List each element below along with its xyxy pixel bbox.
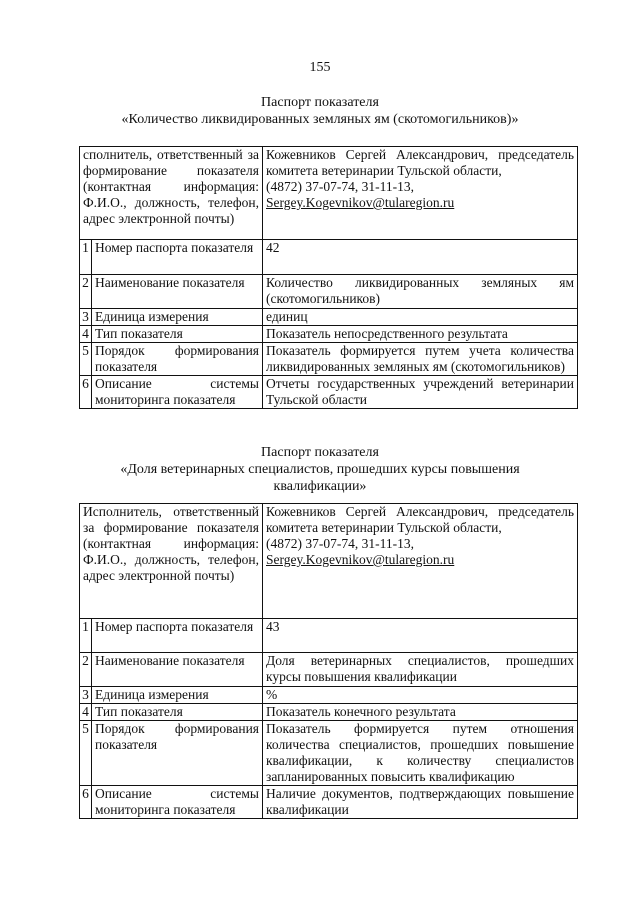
executor-value xyxy=(263,147,578,240)
row-value: единиц xyxy=(263,309,578,326)
passport-2-table xyxy=(79,503,578,819)
table-row xyxy=(80,687,578,704)
table-row xyxy=(80,343,578,376)
passport-1-heading: Паспорт показателя xyxy=(261,95,379,110)
row-label: Порядок формирования показателя xyxy=(92,343,263,376)
row-label: Единица измерения xyxy=(92,309,263,326)
executor-name: Кожевников Сергей Александрович, председатель комитета ветеринарии Тульской области, xyxy=(266,504,574,535)
table-row xyxy=(80,704,578,721)
row-value: Показатель непосредственного результата xyxy=(263,326,578,343)
row-label: Описание системы мониторинга показателя xyxy=(92,786,263,819)
row-value: 42 xyxy=(263,240,578,275)
passport-1-heading-block xyxy=(90,94,550,128)
table-row xyxy=(80,619,578,653)
row-label: Наименование показателя xyxy=(92,275,263,309)
executor-label: Исполнитель, ответственный за формирование показателя (контактная информация: Ф.И.О., должность, телефон, адрес электронной почты) xyxy=(80,504,263,619)
row-value: Доля ветеринарных специалистов, прошедших курсы повышения квалификации xyxy=(263,653,578,687)
table-row xyxy=(80,786,578,819)
executor-row xyxy=(80,504,578,619)
table-row xyxy=(80,721,578,786)
table-row xyxy=(80,653,578,687)
row-number: 3 xyxy=(80,309,92,326)
executor-phone: (4872) 37-07-74, 31-11-13, xyxy=(266,536,414,551)
executor-email-link[interactable]: Sergey.Kogevnikov@tularegion.ru xyxy=(266,195,455,210)
table-row xyxy=(80,376,578,409)
row-number: 4 xyxy=(80,704,92,721)
passport-2-subtitle: «Доля ветеринарных специалистов, прошедших курсы повышения квалификации» xyxy=(120,462,520,494)
row-label: Наименование показателя xyxy=(92,653,263,687)
row-value: 43 xyxy=(263,619,578,653)
passport-1-subtitle: «Количество ликвидированных земляных ям (скотомогильников)» xyxy=(121,112,519,127)
executor-label: сполнитель, ответственный за формирование показателя (контактная информация: Ф.И.О., должность, телефон, адрес электронной почты) xyxy=(80,147,263,240)
executor-value xyxy=(263,504,578,619)
table-row xyxy=(80,326,578,343)
row-number: 4 xyxy=(80,326,92,343)
row-number: 1 xyxy=(80,619,92,653)
passport-2-heading: Паспорт показателя xyxy=(261,445,379,460)
row-label: Единица измерения xyxy=(92,687,263,704)
passport-1-table xyxy=(79,146,578,409)
row-number: 6 xyxy=(80,786,92,819)
table-row xyxy=(80,275,578,309)
row-number: 5 xyxy=(80,721,92,786)
row-number: 2 xyxy=(80,653,92,687)
row-number: 1 xyxy=(80,240,92,275)
row-value: Количество ликвидированных земляных ям (скотомогильников) xyxy=(263,275,578,309)
row-label: Тип показателя xyxy=(92,326,263,343)
row-label: Номер паспорта показателя xyxy=(92,240,263,275)
row-number: 2 xyxy=(80,275,92,309)
row-label: Описание системы мониторинга показателя xyxy=(92,376,263,409)
row-value: Отчеты государственных учреждений ветеринарии Тульской области xyxy=(263,376,578,409)
executor-email-link[interactable]: Sergey.Kogevnikov@tularegion.ru xyxy=(266,552,455,567)
row-label: Тип показателя xyxy=(92,704,263,721)
row-value: Показатель конечного результата xyxy=(263,704,578,721)
row-number: 3 xyxy=(80,687,92,704)
row-value: Показатель формируется путем отношения количества специалистов, прошедших повышение квалификации, к количеству специалистов запланированных повысить квалификацию xyxy=(263,721,578,786)
row-value: % xyxy=(263,687,578,704)
passport-2-heading-block xyxy=(90,444,550,495)
row-value: Показатель формируется путем учета количества ликвидированных земляных ям (скотомогильников) xyxy=(263,343,578,376)
executor-name: Кожевников Сергей Александрович, председатель комитета ветеринарии Тульской области, xyxy=(266,147,574,178)
page-number: 155 xyxy=(309,60,331,75)
executor-phone: (4872) 37-07-74, 31-11-13, xyxy=(266,179,414,194)
row-value: Наличие документов, подтверждающих повышение квалификации xyxy=(263,786,578,819)
row-label: Порядок формирования показателя xyxy=(92,721,263,786)
row-number: 6 xyxy=(80,376,92,409)
executor-row xyxy=(80,147,578,240)
table-row xyxy=(80,240,578,275)
row-number: 5 xyxy=(80,343,92,376)
row-label: Номер паспорта показателя xyxy=(92,619,263,653)
table-row xyxy=(80,309,578,326)
